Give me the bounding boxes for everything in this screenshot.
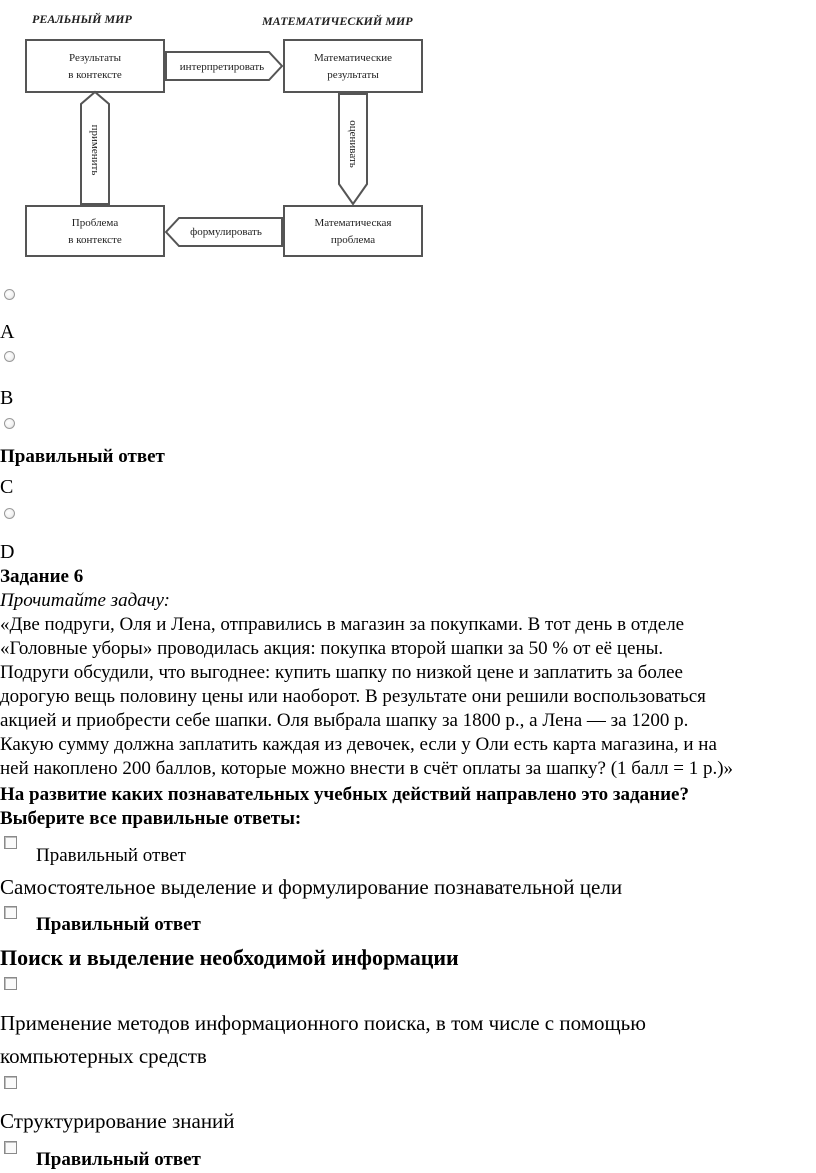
- problem-line: дорогую вещь половину цены или наоборот. В результате они решили воспользоваться: [0, 686, 706, 707]
- header-math-world: МАТЕМАТИЧЕСКИЙ МИР: [262, 14, 413, 28]
- box-math-problem-line2: проблема: [330, 234, 376, 246]
- arrow-formulate-label: формулировать: [190, 226, 262, 238]
- answer-3-text-line2: компьютерных средств: [0, 1044, 207, 1068]
- checkbox-answer-1[interactable]: [4, 836, 17, 849]
- problem-line: «Головные уборы» проводилась акция: покупка второй шапки за 50 % от её цены.: [0, 638, 664, 659]
- box-math-results-line1: Математические: [314, 52, 392, 64]
- task-problem-text: [0, 613, 812, 781]
- radio-option-a[interactable]: [4, 289, 15, 300]
- radio-option-b[interactable]: [4, 351, 15, 362]
- box-results-in-context: [26, 40, 164, 92]
- box-results-in-context-line2: в контексте: [68, 69, 122, 81]
- checkbox-answer-2[interactable]: [4, 906, 17, 919]
- option-b-label: B: [0, 387, 14, 409]
- checkbox-answer-5[interactable]: [4, 1141, 17, 1154]
- checkbox-answer-4[interactable]: [4, 1076, 17, 1089]
- box-problem-in-context-line2: в контексте: [68, 234, 122, 246]
- option-c-correct-label: Правильный ответ: [0, 446, 165, 467]
- task-question: На развитие каких познавательных учебных действий направлено это задание?: [0, 784, 689, 805]
- arrow-interpret-label: интерпретировать: [179, 61, 265, 73]
- modeling-cycle-diagram: [22, 8, 442, 258]
- box-math-results: [284, 40, 422, 92]
- header-real-world: РЕАЛЬНЫЙ МИР: [32, 12, 132, 26]
- problem-line: Подруги обсудили, что выгоднее: купить шапку по низкой цене и заплатить за более: [0, 662, 683, 683]
- problem-line: акцией и приобрести себе шапки. Оля выбрала шапку за 1800 р., а Лена — за 1200 р.: [0, 710, 689, 731]
- arrow-apply-label: применить: [89, 124, 101, 176]
- option-d-label: D: [0, 541, 15, 563]
- answer-1-correct-label: Правильный ответ: [36, 845, 186, 866]
- task-instruction: Прочитайте задачу:: [0, 590, 170, 611]
- box-math-results-line2: результаты: [327, 69, 379, 81]
- box-results-in-context-line1: Результаты: [69, 52, 121, 64]
- option-a-label: A: [0, 321, 15, 343]
- option-c-label: C: [0, 476, 14, 498]
- answer-4-text: Структурирование знаний: [0, 1109, 235, 1133]
- box-math-problem: [284, 206, 422, 256]
- task-prompt: Выберите все правильные ответы:: [0, 808, 302, 829]
- problem-line: ней накоплено 200 баллов, которые можно внести в счёт оплаты за шапку? (1 балл = 1 р.)»: [0, 758, 734, 779]
- box-math-problem-line1: Математическая: [314, 217, 392, 229]
- radio-option-c[interactable]: [4, 418, 15, 429]
- task-title: Задание 6: [0, 566, 84, 587]
- answer-2-correct-label: Правильный ответ: [36, 914, 201, 935]
- answer-5-correct-label: Правильный ответ: [36, 1149, 201, 1170]
- answer-2-text: Поиск и выделение необходимой информации: [0, 945, 459, 970]
- arrow-evaluate-label: оценивать: [347, 120, 359, 168]
- answer-3-text-line1: Применение методов информационного поиска, в том числе с помощью: [0, 1011, 646, 1035]
- problem-line: Какую сумму должна заплатить каждая из девочек, если у Оли есть карта магазина, и на: [0, 734, 717, 755]
- checkbox-answer-3[interactable]: [4, 977, 17, 990]
- radio-option-d[interactable]: [4, 508, 15, 519]
- box-problem-in-context-line1: Проблема: [71, 217, 119, 229]
- diagram-svg: [22, 8, 442, 258]
- problem-line: «Две подруги, Оля и Лена, отправились в магазин за покупками. В тот день в отделе: [0, 614, 685, 635]
- answer-1-text: Самостоятельное выделение и формулирование познавательной цели: [0, 875, 623, 899]
- box-problem-in-context: [26, 206, 164, 256]
